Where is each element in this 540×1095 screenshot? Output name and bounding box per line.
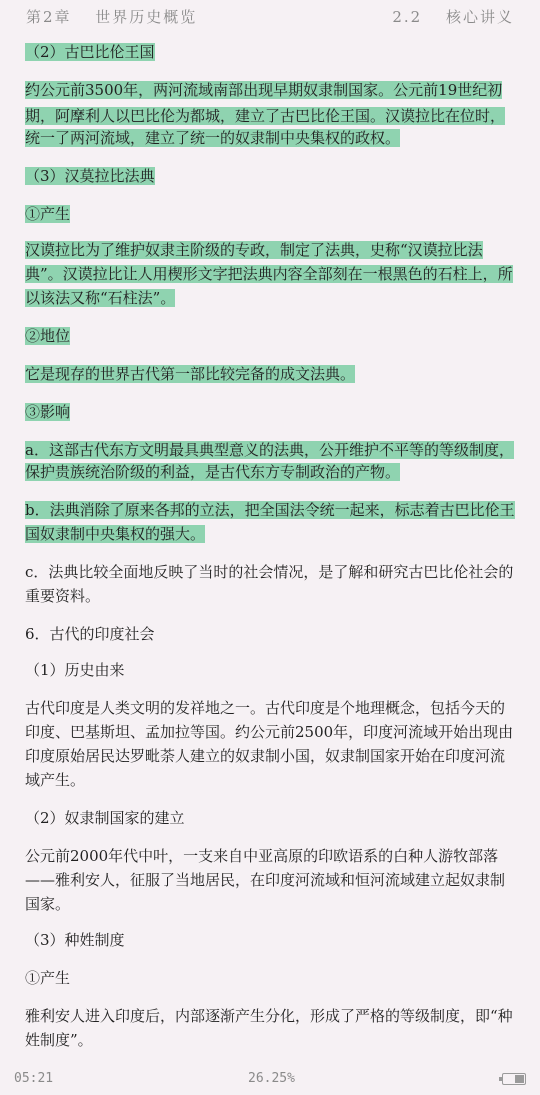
line-text: ③影响 (25, 403, 71, 421)
line-text: （3）种姓制度 (25, 931, 125, 949)
line-text: ①产生 (25, 205, 71, 223)
line-text: 重要资料。 (25, 587, 101, 605)
reader-footer (0, 1065, 540, 1095)
line-text: 公元前2000年代中叶，一支来自中亚高原的印欧语系的白种人游牧部落 (25, 847, 499, 865)
line-text: 期，阿摩利人以巴比伦为都城，建立了古巴比伦王国。汉谟拉比在位时， (25, 107, 506, 125)
line-text: 统一了两河流域，建立了统一的奴隶制中央集权的政权。 (25, 129, 401, 147)
text-line[interactable] (25, 462, 400, 482)
reading-progress: 26.25% (248, 1071, 295, 1086)
text-line[interactable] (25, 326, 70, 346)
line-text: ②地位 (25, 327, 71, 345)
line-text: 保护贵族统治阶级的利益，是古代东方专制政治的产物。 (25, 463, 401, 481)
text-line[interactable] (25, 660, 125, 680)
line-text: ①产生 (25, 969, 71, 987)
line-text: （2）古巴比伦王国 (25, 43, 155, 61)
text-line[interactable] (25, 204, 70, 224)
text-line[interactable] (25, 240, 483, 260)
text-line[interactable] (25, 624, 155, 644)
line-text: 以该法又称“石柱法”。 (25, 289, 176, 307)
text-line[interactable] (25, 42, 155, 62)
text-line[interactable] (25, 894, 70, 914)
text-line[interactable] (25, 402, 70, 422)
line-text: b．法典消除了原来各邦的立法，把全国法令统一起来，标志着古巴比伦王 (25, 501, 515, 519)
text-line[interactable] (25, 1006, 513, 1026)
line-text: 6．古代的印度社会 (25, 625, 155, 643)
text-line[interactable] (25, 1030, 93, 1050)
line-text: 古代印度是人类文明的发祥地之一。古代印度是个地理概念，包括今天的 (25, 699, 506, 717)
text-line[interactable] (25, 870, 505, 890)
line-text: （3）汉莫拉比法典 (25, 167, 155, 185)
line-text: 约公元前3500年，两河流域南部出现早期奴隶制国家。公元前19世纪初 (25, 81, 503, 99)
text-line[interactable] (25, 364, 355, 384)
text-line[interactable] (25, 166, 155, 186)
line-text: 它是现存的世界古代第一部比较完备的成文法典。 (25, 365, 356, 383)
text-line[interactable] (25, 746, 505, 766)
section-title: 2.2 核心讲义 (392, 8, 514, 26)
line-text: 汉谟拉比为了维护奴隶主阶级的专政，制定了法典，史称“汉谟拉比法 (25, 241, 483, 259)
text-line[interactable] (25, 128, 400, 148)
battery-icon (502, 1073, 526, 1085)
text-line[interactable] (25, 524, 205, 544)
text-line[interactable] (25, 846, 498, 866)
text-line[interactable] (25, 722, 513, 742)
line-text: 域产生。 (25, 771, 86, 789)
line-text: 印度、巴基斯坦、孟加拉等国。约公元前2500年，印度河流域开始出现由 (25, 723, 514, 741)
line-text: c．法典比较全面地反映了当时的社会情况，是了解和研究古巴比伦社会的 (25, 563, 514, 581)
chapter-title: 第2章 世界历史概览 (26, 8, 198, 26)
line-text: a．这部古代东方文明最具典型意义的法典，公开维护不平等的等级制度， (25, 441, 514, 459)
text-line[interactable] (25, 264, 513, 284)
reader-header (0, 0, 540, 34)
line-text: ——雅利安人，征服了当地居民，在印度河流域和恒河流域建立起奴隶制 (25, 871, 506, 889)
line-text: 国家。 (25, 895, 71, 913)
line-text: 印度原始居民达罗毗荼人建立的奴隶制小国，奴隶制国家开始在印度河流 (25, 747, 506, 765)
line-text: （1）历史由来 (25, 661, 125, 679)
line-text: 雅利安人进入印度后，内部逐渐产生分化，形成了严格的等级制度，即“种 (25, 1007, 513, 1025)
text-line[interactable] (25, 562, 513, 582)
text-line[interactable] (25, 500, 515, 520)
text-line[interactable] (25, 586, 100, 606)
line-text: 姓制度”。 (25, 1031, 93, 1049)
line-text: （2）奴隶制国家的建立 (25, 809, 185, 827)
text-line[interactable] (25, 930, 125, 950)
line-text: 典”。汉谟拉比让人用楔形文字把法典内容全部刻在一根黑色的石柱上，所 (25, 265, 513, 283)
clock-time: 05:21 (14, 1071, 54, 1086)
text-line[interactable] (25, 106, 505, 126)
text-line[interactable] (25, 698, 505, 718)
text-line[interactable] (25, 808, 185, 828)
line-text: 国奴隶制中央集权的强大。 (25, 525, 206, 543)
text-line[interactable] (25, 80, 502, 100)
text-line[interactable] (25, 288, 175, 308)
text-line[interactable] (25, 440, 514, 460)
text-line[interactable] (25, 770, 85, 790)
text-line[interactable] (25, 968, 70, 988)
